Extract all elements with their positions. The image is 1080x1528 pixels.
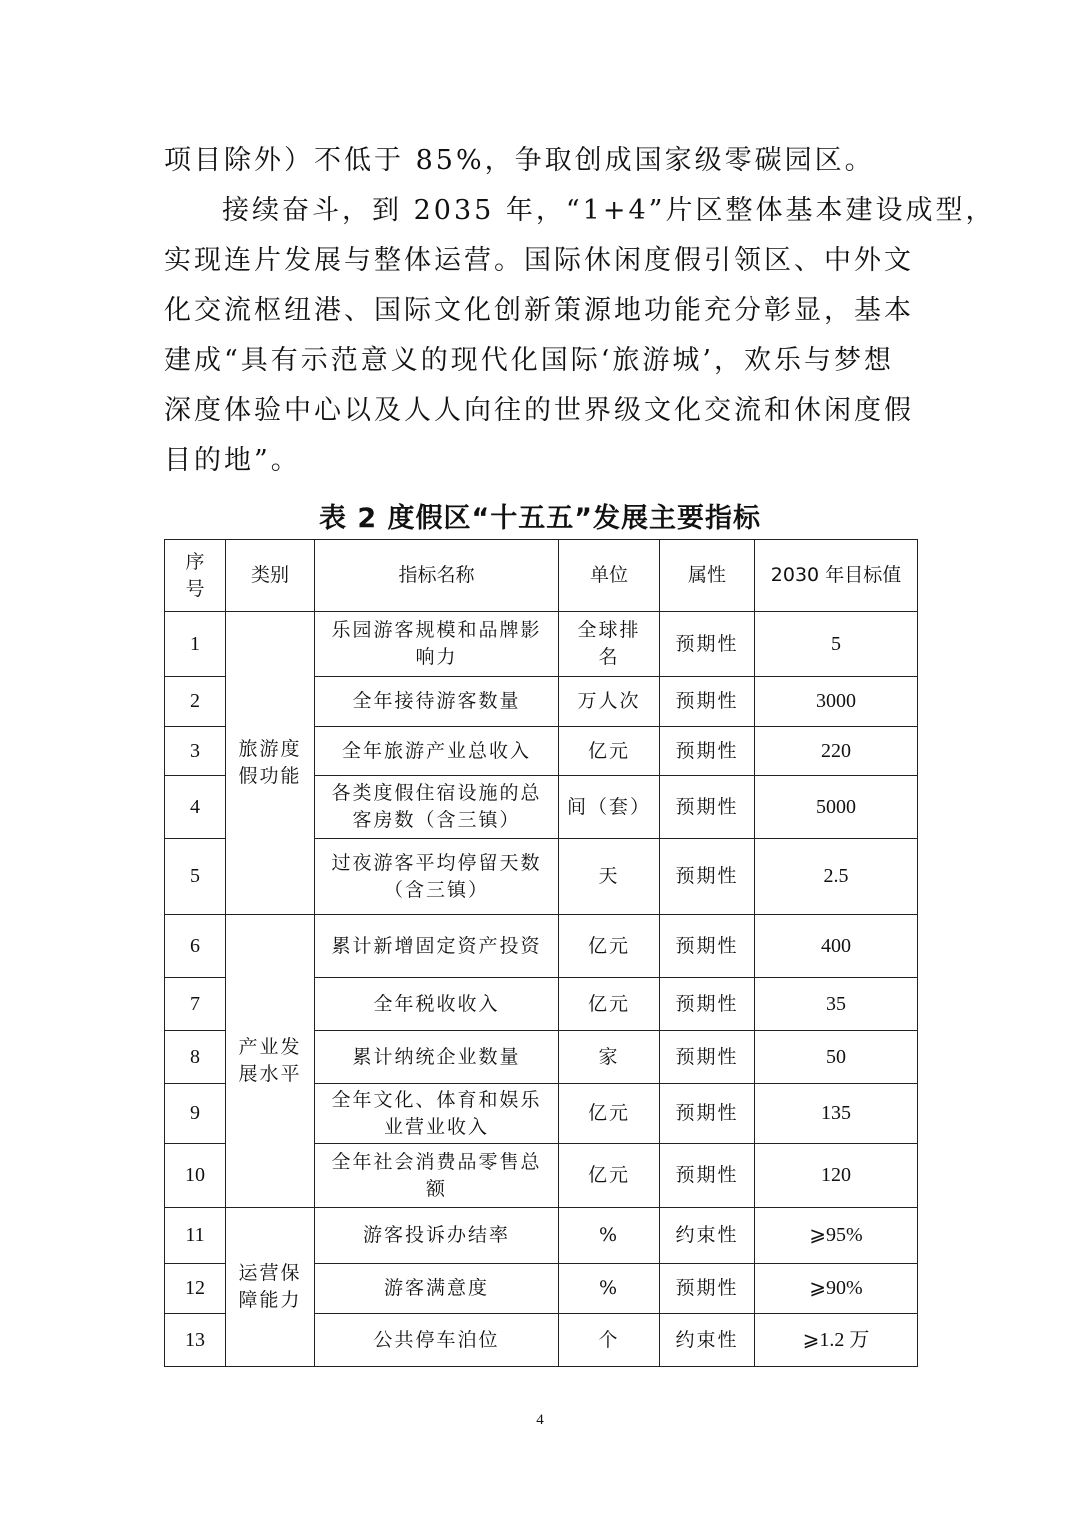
cell-attribute: 预期性 [660, 727, 755, 776]
cell-name-line1: 乐园游客规模和品牌影 [331, 619, 542, 641]
cell-name-line2: 额 [425, 1177, 447, 1200]
cell-no: 3 [165, 727, 226, 776]
cell-attribute: 预期性 [660, 1144, 755, 1208]
text-line: 实现连片发展与整体运营。国际休闲度假引领区、中外文 [164, 245, 914, 276]
text-line: 接续奋斗，到 2035 年，“1+4”片区整体基本建设成型， [222, 195, 996, 226]
category-line2: 障能力 [238, 1289, 302, 1311]
cell-no: 5 [165, 839, 226, 915]
cell-target: 120 [755, 1144, 918, 1208]
cell-name: 全年税收收入 [315, 978, 559, 1031]
cell-unit-line1: 全球排 [577, 619, 641, 641]
cell-unit: 间（套） [559, 776, 660, 839]
cell-attribute: 预期性 [660, 776, 755, 839]
cell-attribute: 约束性 [660, 1314, 755, 1367]
cell-target: 5 [755, 612, 918, 677]
cell-unit [559, 612, 660, 677]
cell-name-line2: （含三镇） [383, 878, 489, 901]
text-line: 化交流枢纽港、国际文化创新策源地功能充分彰显，基本 [164, 295, 914, 326]
page-number: 4 [536, 1412, 544, 1428]
header-seq [165, 540, 226, 612]
category-line1: 旅游度 [238, 738, 302, 760]
header-attribute: 属性 [660, 540, 755, 612]
cell-no: 10 [165, 1144, 226, 1208]
cell-name: 累计新增固定资产投资 [315, 915, 559, 978]
cell-no: 7 [165, 978, 226, 1031]
cell-no: 11 [165, 1208, 226, 1264]
cell-name-line1: 过夜游客平均停留天数 [331, 851, 542, 874]
cell-attribute: 预期性 [660, 915, 755, 978]
cell-name: 全年旅游产业总收入 [315, 727, 559, 776]
cell-no: 12 [165, 1264, 226, 1314]
cell-attribute: 预期性 [660, 612, 755, 677]
cell-unit: 个 [559, 1314, 660, 1367]
cell-unit: % [559, 1208, 660, 1264]
cell-name-line2: 业营业收入 [383, 1115, 489, 1138]
cell-target: 5000 [755, 776, 918, 839]
header-seq-line1: 序 [185, 550, 205, 573]
cell-attribute: 预期性 [660, 978, 755, 1031]
cell-unit: 天 [559, 839, 660, 915]
category-line2: 展水平 [238, 1063, 302, 1085]
cell-attribute: 预期性 [660, 839, 755, 915]
cell-name-line1: 全年社会消费品零售总 [331, 1150, 542, 1173]
cell-target: 3000 [755, 677, 918, 727]
category-line1: 运营保 [238, 1262, 302, 1284]
cell-name [315, 776, 559, 839]
table-row [165, 1208, 918, 1264]
table-title: 表 2 度假区“十五五”发展主要指标 [318, 503, 762, 534]
cell-no: 2 [165, 677, 226, 727]
cell-target: 220 [755, 727, 918, 776]
cell-target: 400 [755, 915, 918, 978]
table-row [165, 612, 918, 677]
cell-unit: 亿元 [559, 915, 660, 978]
text-line: 目的地”。 [164, 445, 301, 476]
cell-unit: 亿元 [559, 1084, 660, 1144]
cell-target: 50 [755, 1031, 918, 1084]
text-line: 建成“具有示范意义的现代化国际‘旅游城’，欢乐与梦想 [164, 345, 894, 376]
cell-attribute: 预期性 [660, 1264, 755, 1314]
cell-name-line2: 客房数（含三镇） [352, 809, 521, 831]
cell-name [315, 1084, 559, 1144]
header-unit: 单位 [559, 540, 660, 612]
text-line: 深度体验中心以及人人向往的世界级文化交流和休闲度假 [164, 395, 914, 426]
cell-name-line1: 各类度假住宿设施的总 [331, 782, 542, 804]
cell-target: ⩾90% [755, 1264, 918, 1314]
cell-name: 公共停车泊位 [315, 1314, 559, 1367]
cell-name: 游客投诉办结率 [315, 1208, 559, 1264]
cell-name [315, 1144, 559, 1208]
cell-name: 游客满意度 [315, 1264, 559, 1314]
cell-attribute: 预期性 [660, 1084, 755, 1144]
cell-target: ⩾1.2 万 [755, 1314, 918, 1367]
cell-name: 全年接待游客数量 [315, 677, 559, 727]
category-tourism [226, 612, 315, 915]
cell-attribute: 约束性 [660, 1208, 755, 1264]
category-line2: 假功能 [238, 765, 302, 787]
cell-no: 9 [165, 1084, 226, 1144]
header-seq-line2: 号 [185, 577, 205, 600]
cell-no: 13 [165, 1314, 226, 1367]
cell-name-line1: 全年文化、体育和娱乐 [331, 1088, 542, 1111]
category-industry [226, 915, 315, 1208]
indicators-table [164, 539, 918, 1367]
cell-unit: 家 [559, 1031, 660, 1084]
cell-no: 6 [165, 915, 226, 978]
paragraph-1 [164, 136, 904, 186]
cell-target: 35 [755, 978, 918, 1031]
header-category: 类别 [226, 540, 315, 612]
header-name: 指标名称 [315, 540, 559, 612]
category-line1: 产业发 [238, 1036, 302, 1058]
cell-attribute: 预期性 [660, 677, 755, 727]
cell-name [315, 839, 559, 915]
cell-target: 135 [755, 1084, 918, 1144]
header-target: 2030 年目标值 [755, 540, 918, 612]
text-line: 项目除外）不低于 85%，争取创成国家级零碳园区。 [164, 145, 875, 176]
cell-name: 累计纳统企业数量 [315, 1031, 559, 1084]
cell-unit: 亿元 [559, 727, 660, 776]
cell-unit: 万人次 [559, 677, 660, 727]
cell-name-line2: 响力 [415, 646, 458, 668]
cell-target: ⩾95% [755, 1208, 918, 1264]
cell-unit-line2: 名 [598, 646, 620, 668]
cell-unit: 亿元 [559, 1144, 660, 1208]
category-operations [226, 1208, 315, 1367]
cell-no: 1 [165, 612, 226, 677]
table-header-row [165, 540, 918, 612]
cell-unit: % [559, 1264, 660, 1314]
paragraph-2 [164, 186, 996, 486]
cell-no: 8 [165, 1031, 226, 1084]
cell-no: 4 [165, 776, 226, 839]
cell-name [315, 612, 559, 677]
cell-attribute: 预期性 [660, 1031, 755, 1084]
cell-target: 2.5 [755, 839, 918, 915]
cell-unit: 亿元 [559, 978, 660, 1031]
table-row [165, 915, 918, 978]
